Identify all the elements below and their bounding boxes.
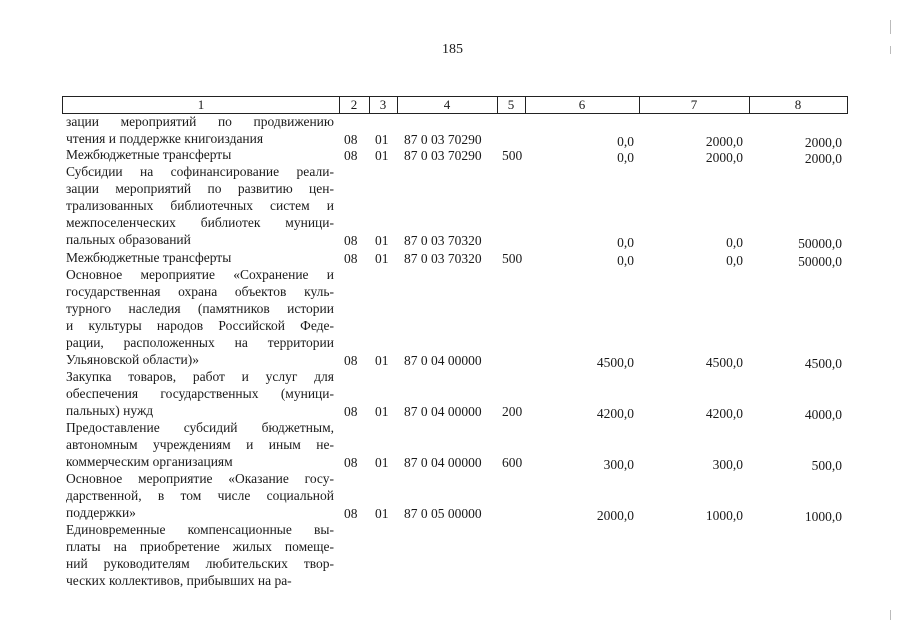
scan-edge-mark (890, 20, 891, 34)
cell-col-8: 4000,0 (804, 406, 842, 422)
cell-col-2: 08 (344, 505, 358, 521)
description-line: обеспечения государственных (муници- (66, 385, 334, 401)
cell-col-6: 0,0 (617, 234, 634, 250)
description-line: чтения и поддержке книгоиздания (66, 130, 264, 146)
description-line: платы на приобретение жилых помеще- (66, 538, 334, 554)
description-line: зации мероприятий по развитию цен- (66, 180, 334, 196)
cell-col-2: 08 (344, 232, 358, 248)
cell-col-3: 01 (375, 352, 389, 368)
cell-col-6: 0,0 (617, 133, 634, 149)
row-description (66, 147, 334, 164)
cell-col-4: 87 0 03 70320 (404, 232, 482, 248)
description-line: Субсидии на софинансирование реали- (66, 164, 334, 179)
description-line: рации, расположенных на территории (66, 334, 334, 350)
description-line: Закупка товаров, работ и услуг для (66, 369, 334, 384)
cell-col-8: 4500,0 (804, 355, 842, 371)
row-description (66, 250, 334, 267)
cell-col-7: 2000,0 (705, 150, 743, 165)
description-line: Ульяновской области)» (66, 351, 199, 367)
cell-col-7: 1000,0 (705, 507, 743, 523)
cell-col-5: 500 (502, 148, 523, 163)
scan-edge-mark (890, 610, 891, 620)
cell-col-3: 01 (375, 232, 389, 248)
header-col-7: 7 (639, 97, 750, 113)
cell-col-4: 87 0 03 70290 (404, 148, 482, 163)
description-line: пальных образований (66, 231, 191, 247)
description-line: автономным учреждениям и иным не- (66, 436, 334, 452)
cell-col-6: 4500,0 (596, 354, 634, 370)
description-line: и культуры народов Российской Феде- (66, 317, 334, 333)
row-description (66, 471, 334, 522)
cell-col-2: 08 (344, 251, 358, 266)
header-col-2: 2 (339, 97, 370, 113)
cell-col-6: 300,0 (603, 456, 634, 472)
description-line: ческих коллективов, прибывших на ра- (66, 572, 292, 588)
description-line: пальных) нужд (66, 402, 154, 418)
description-line: поддержки» (66, 504, 136, 520)
cell-col-8: 2000,0 (804, 134, 842, 150)
row-description (66, 522, 334, 590)
header-col-4: 4 (397, 97, 498, 113)
cell-col-2: 08 (344, 454, 358, 470)
cell-col-3: 01 (375, 148, 389, 163)
cell-col-4: 87 0 05 00000 (404, 505, 482, 521)
cell-col-8: 2000,0 (804, 151, 842, 166)
cell-col-6: 2000,0 (596, 507, 634, 523)
description-line: дарственной, в том числе социальной (66, 487, 334, 503)
cell-col-5: 200 (502, 403, 523, 419)
cell-col-4: 87 0 04 00000 (404, 403, 482, 419)
header-col-8: 8 (794, 97, 802, 112)
cell-col-7: 2000,0 (705, 133, 743, 149)
header-col-3: 3 (369, 97, 398, 113)
cell-col-2: 08 (344, 148, 358, 163)
cell-col-4: 87 0 04 00000 (404, 454, 482, 470)
cell-col-3: 01 (375, 505, 389, 521)
description-line: межпоселенческих библиотек муници- (66, 214, 334, 230)
cell-col-4: 87 0 03 70320 (404, 251, 482, 266)
cell-col-7: 300,0 (712, 456, 743, 472)
description-line: Основное мероприятие «Сохранение и (66, 267, 334, 282)
description-line: турного наследия (памятников истории (66, 300, 334, 316)
cell-col-7: 4500,0 (705, 354, 743, 370)
description-line: Межбюджетные трансферты (66, 147, 232, 162)
description-line: коммерческим организациям (66, 453, 233, 469)
header-col-6: 6 (525, 97, 640, 113)
header-col-1: 1 (63, 97, 340, 113)
cell-col-8: 500,0 (811, 457, 842, 473)
cell-col-8: 50000,0 (798, 254, 842, 269)
cell-col-6: 0,0 (617, 253, 634, 268)
description-line: ний руководителям любительских твор- (66, 555, 334, 571)
cell-col-4: 87 0 03 70290 (404, 131, 482, 147)
row-description (66, 369, 334, 420)
row-description (66, 420, 334, 471)
header-col-5: 5 (497, 97, 526, 113)
description-line: Межбюджетные трансферты (66, 250, 232, 265)
cell-col-7: 0,0 (726, 253, 743, 268)
cell-col-8: 50000,0 (798, 235, 842, 251)
description-line: зации мероприятий по продвижению (66, 114, 334, 129)
page-number: 185 (442, 42, 463, 57)
cell-col-7: 0,0 (726, 234, 743, 250)
cell-col-3: 01 (375, 403, 389, 419)
cell-col-8: 1000,0 (804, 508, 842, 524)
table-header (62, 96, 848, 114)
scan-edge-mark (890, 46, 891, 54)
description-line: Предоставление субсидий бюджетным, (66, 420, 334, 435)
cell-col-3: 01 (375, 251, 389, 266)
cell-col-2: 08 (344, 131, 358, 147)
row-description (66, 164, 334, 249)
description-line: трализованных библиотечных систем и (66, 197, 334, 213)
cell-col-3: 01 (375, 454, 389, 470)
cell-col-5: 600 (502, 454, 523, 470)
cell-col-4: 87 0 04 00000 (404, 352, 482, 368)
cell-col-6: 4200,0 (596, 405, 634, 421)
description-line: Единовременные компенсационные вы- (66, 522, 334, 537)
description-line: государственная охрана объектов куль- (66, 283, 334, 299)
cell-col-5: 500 (502, 251, 523, 266)
cell-col-3: 01 (375, 131, 389, 147)
description-line: Основное мероприятие «Оказание госу- (66, 471, 334, 486)
cell-col-2: 08 (344, 403, 358, 419)
row-description (66, 267, 334, 368)
cell-col-2: 08 (344, 352, 358, 368)
cell-col-6: 0,0 (617, 150, 634, 165)
cell-col-7: 4200,0 (705, 405, 743, 421)
row-description (66, 114, 334, 148)
